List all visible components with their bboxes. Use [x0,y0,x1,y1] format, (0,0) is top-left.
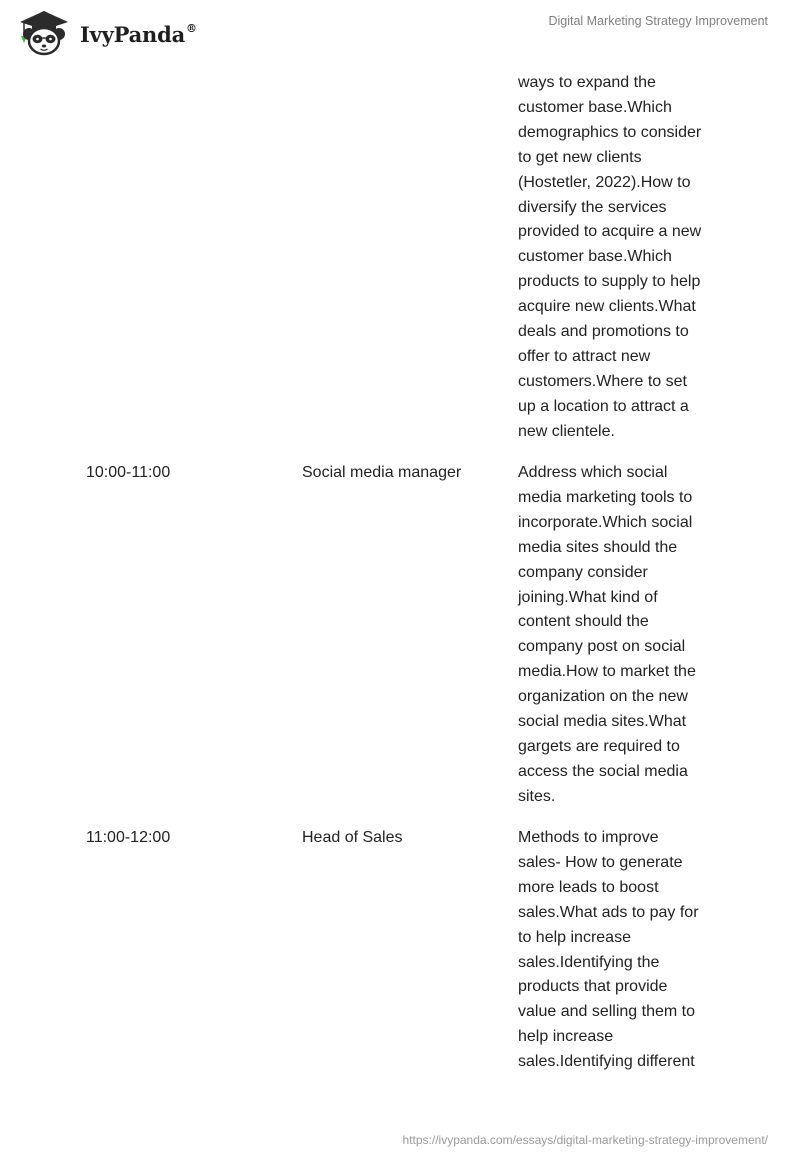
agenda-line: gargets are required to [518,737,680,755]
agenda-line: sales.Identifying the [518,953,660,971]
document-title: Digital Marketing Strategy Improvement [548,14,768,28]
agenda-line: social media sites.What [518,713,687,731]
agenda-line: sales- How to generate [518,853,683,871]
role-cell: Head of Sales [302,829,403,846]
agenda-line: media.How to market the [518,663,696,681]
agenda-line: deals and promotions to [518,323,689,341]
agenda-line: help increase [518,1028,614,1046]
role-cell: Social media manager [302,464,462,481]
agenda-line: Address which social [518,464,668,481]
agenda-line: customers.Where to set [518,372,687,390]
agenda-line: content should the [518,613,649,631]
time-cell: 10:00-11:00 [86,464,171,481]
agenda-line: (Hostetler, 2022).How to [518,173,691,191]
agenda-line: up a location to attract a [518,397,689,415]
agenda-line: company consider [518,563,648,581]
agenda-line: more leads to boost [518,878,659,896]
agenda-line: sites. [518,787,556,805]
agenda-line: products to supply to help [518,273,701,291]
agenda-line: incorporate.Which social [518,513,693,531]
agenda-line: to help increase [518,928,631,946]
agenda-line: demographics to consider [518,123,702,141]
agenda-line: acquire new clients.What [518,298,696,316]
agenda-line: media sites should the [518,538,678,556]
agenda-line: media marketing tools to [518,488,693,506]
agenda-cell [518,826,718,1075]
panda-icon [14,8,74,58]
agenda-cell [518,461,718,810]
agenda-line: Methods to improve [518,829,659,846]
agenda-line: to get new clients [518,148,642,166]
agenda-line: sales.What ads to pay for [518,903,699,921]
ivypanda-logo[interactable] [14,8,197,58]
agenda-line: access the social media [518,762,688,780]
time-cell: 11:00-12:00 [86,829,171,846]
agenda-line: products that provide [518,978,668,996]
agenda-line: organization on the new [518,688,688,706]
brand-name: IvyPanda® [80,21,197,47]
agenda-line: ways to expand the [518,74,656,91]
agenda-cell [518,71,718,445]
page-header [0,0,800,64]
agenda-line: customer base.Which [518,98,672,116]
agenda-line: joining.What kind of [518,588,658,606]
agenda-line: diversify the services [518,198,667,216]
agenda-line: offer to attract new [518,347,651,365]
agenda-line: company post on social [518,638,686,656]
agenda-line: sales.Identifying different [518,1053,695,1071]
agenda-line: value and selling them to [518,1003,695,1021]
agenda-line: provided to acquire a new [518,223,702,241]
source-url[interactable]: https://ivypanda.com/essays/digital-marketing-strategy-improvement/ [402,1133,768,1147]
agenda-line: customer base.Which [518,248,672,266]
agenda-line: new clientele. [518,422,615,440]
